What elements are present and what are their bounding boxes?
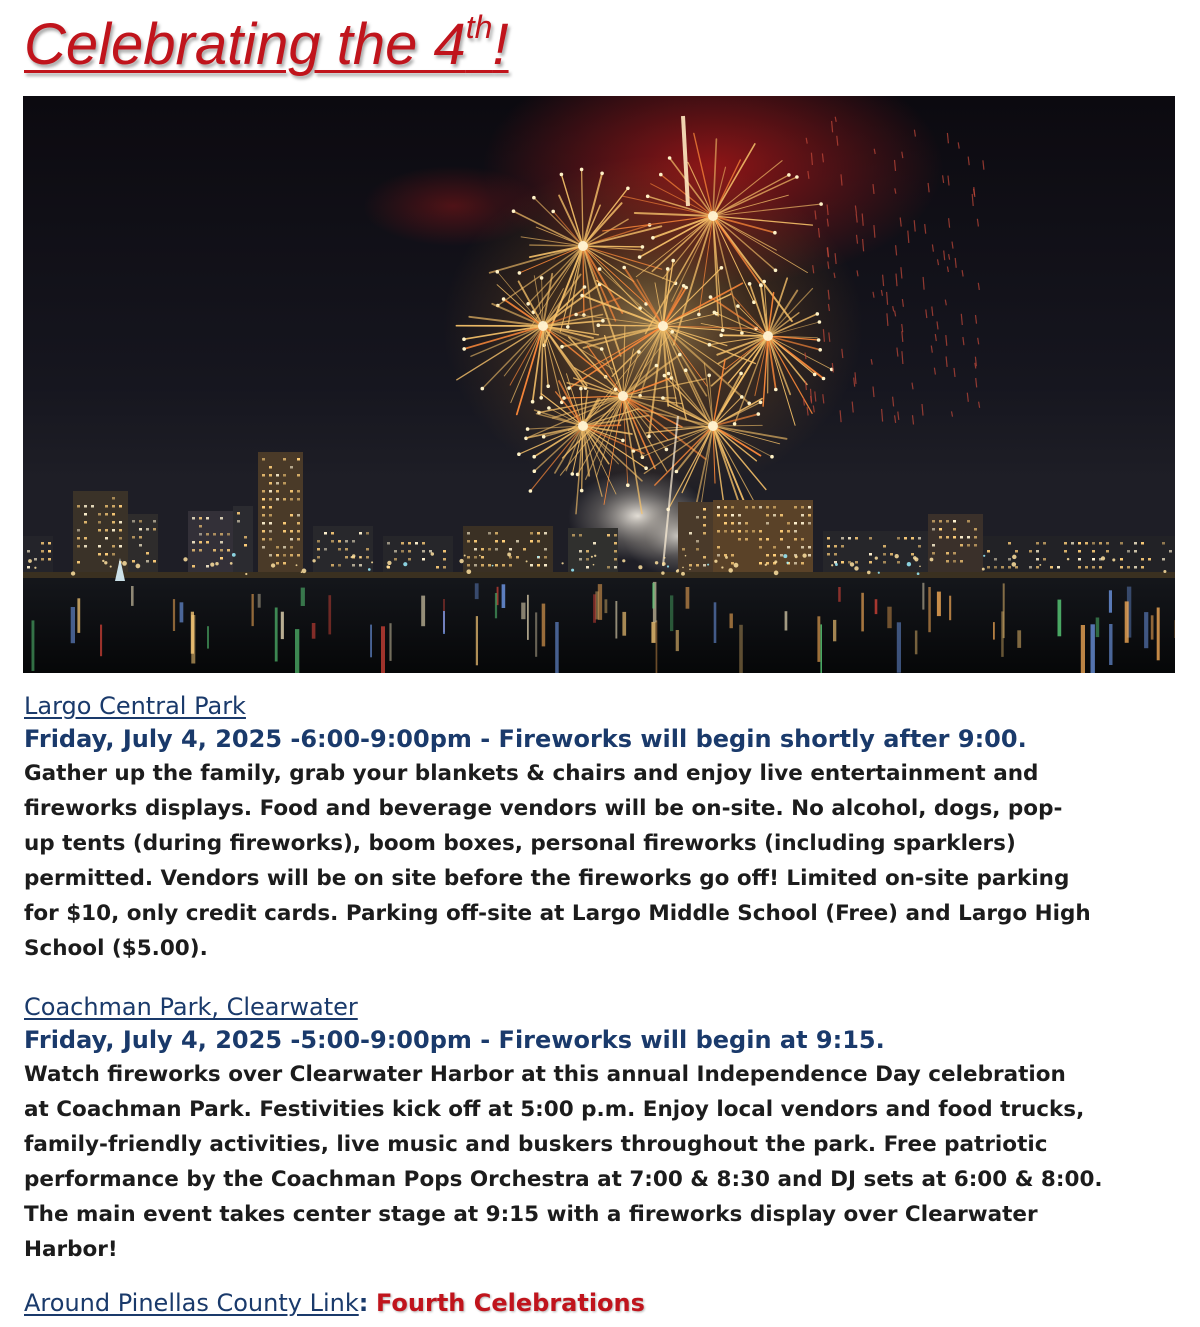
event-description-coachman bbox=[24, 1057, 1164, 1267]
title-superscript: th bbox=[465, 9, 493, 45]
description-line: family-friendly activities, live music and buskers throughout the park. Free patriotic bbox=[24, 1132, 1048, 1157]
fourth-celebrations-link[interactable]: Fourth Celebrations bbox=[376, 1289, 645, 1317]
footer-separator: : bbox=[358, 1289, 369, 1317]
description-line: The main event takes center stage at 9:15 with a fireworks display over Clearwater bbox=[24, 1202, 1038, 1227]
event-description-largo bbox=[24, 756, 1164, 966]
page-title bbox=[24, 6, 509, 84]
fireworks-over-skyline-photo bbox=[23, 96, 1175, 673]
description-line: fireworks displays. Food and beverage vendors will be on-site. No alcohol, dogs, pop- bbox=[24, 796, 1063, 821]
description-line: Watch fireworks over Clearwater Harbor at this annual Independence Day celebration bbox=[24, 1062, 1066, 1087]
description-line: Harbor! bbox=[24, 1237, 118, 1262]
title-text: Celebrating the 4 bbox=[24, 12, 466, 77]
event-dateline-largo: Friday, July 4, 2025 -6:00-9:00pm - Fireworks will begin shortly after 9:00. bbox=[24, 725, 1027, 753]
description-line: up tents (during fireworks), boom boxes, personal fireworks (including sparklers) bbox=[24, 831, 1016, 856]
title-exclamation: ! bbox=[492, 12, 509, 77]
event-dateline-coachman: Friday, July 4, 2025 -5:00-9:00pm - Fireworks will begin at 9:15. bbox=[24, 1026, 885, 1054]
venue-title-largo[interactable]: Largo Central Park bbox=[24, 692, 246, 720]
description-line: Gather up the family, grab your blankets & chairs and enjoy live entertainment and bbox=[24, 761, 1039, 786]
footer-link-row bbox=[24, 1287, 645, 1319]
description-line: at Coachman Park. Festivities kick off at 5:00 p.m. Enjoy local vendors and food trucks, bbox=[24, 1097, 1085, 1122]
description-line: permitted. Vendors will be on site before the fireworks go off! Limited on-site parking bbox=[24, 866, 1070, 891]
description-line: School ($5.00). bbox=[24, 936, 208, 961]
event-largo-central-park bbox=[24, 690, 1164, 966]
description-line: performance by the Coachman Pops Orchestra at 7:00 & 8:30 and DJ sets at 6:00 & 8:00. bbox=[24, 1167, 1103, 1192]
venue-title-coachman[interactable]: Coachman Park, Clearwater bbox=[24, 993, 358, 1021]
event-coachman-park bbox=[24, 991, 1164, 1267]
around-pinellas-link[interactable]: Around Pinellas County Link bbox=[24, 1289, 359, 1317]
description-line: for $10, only credit cards. Parking off-site at Largo Middle School (Free) and Largo High bbox=[24, 901, 1091, 926]
